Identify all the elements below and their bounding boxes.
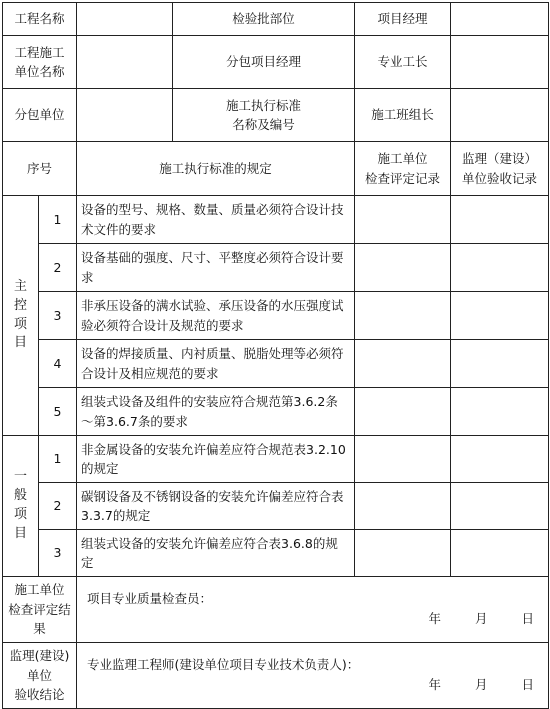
column-header-row xyxy=(3,142,549,196)
contractor-unit-label-line2: 单位名称 xyxy=(14,64,65,79)
contractor-unit-field[interactable] xyxy=(77,36,173,89)
general-item-number: 1 xyxy=(39,436,77,483)
standard-name-label xyxy=(173,89,355,142)
general-item-row xyxy=(3,483,549,530)
inspection-batch-label: 检验批部位 xyxy=(173,3,355,36)
general-item-contractor-record[interactable] xyxy=(355,436,451,483)
supervisor-check-header-line2: 单位验收记录 xyxy=(462,170,538,186)
general-item-supervisor-record[interactable] xyxy=(451,436,549,483)
foreman-field[interactable] xyxy=(451,36,549,89)
supervisor-result-field[interactable] xyxy=(77,643,549,709)
main-item-row xyxy=(3,196,549,244)
main-items-label-char: 主 xyxy=(13,278,27,294)
general-item-row xyxy=(3,436,549,483)
project-name-field[interactable] xyxy=(77,3,173,36)
main-item-contractor-record[interactable] xyxy=(355,292,451,340)
general-items-label-char: 一 xyxy=(13,469,27,485)
supervisor-check-header-line1: 监理（建设） xyxy=(462,151,538,167)
main-item-contractor-record[interactable] xyxy=(355,340,451,388)
contractor-result-field[interactable] xyxy=(77,577,549,643)
sub-unit-label: 分包单位 xyxy=(3,89,77,142)
contractor-check-header-line1: 施工单位 xyxy=(377,151,428,167)
general-items-label-char: 项 xyxy=(13,507,27,522)
supervisor-check-header xyxy=(451,142,549,196)
general-item-text: 组装式设备的安装允许偏差应符合表3.6.8的规定 xyxy=(77,530,355,577)
main-item-text: 设备基础的强度、尺寸、平整度必须符合设计要求 xyxy=(77,244,355,292)
main-item-text: 设备的焊接质量、内衬质量、脱脂处理等必须符合设计及相应规范的要求 xyxy=(77,340,355,388)
general-item-supervisor-record[interactable] xyxy=(451,530,549,577)
supervising-engineer-signature-label: 专业监理工程师(建设单位项目专业技术负责人)： xyxy=(87,657,360,672)
contractor-result-label-line1: 施工单位 xyxy=(14,582,65,598)
contractor-result-row xyxy=(3,577,549,643)
main-item-text: 组装式设备及组件的安装应符合规范第3.6.2条～第3.6.7条的要求 xyxy=(77,388,355,436)
contractor-unit-label xyxy=(3,36,77,89)
team-leader-label: 施工班组长 xyxy=(355,89,451,142)
contractor-result-label xyxy=(3,577,77,643)
main-item-supervisor-record[interactable] xyxy=(451,292,549,340)
main-item-contractor-record[interactable] xyxy=(355,388,451,436)
day-label: 日 xyxy=(521,676,535,692)
main-item-number: 5 xyxy=(39,388,77,436)
main-item-contractor-record[interactable] xyxy=(355,196,451,244)
main-item-supervisor-record[interactable] xyxy=(451,388,549,436)
main-item-number: 4 xyxy=(39,340,77,388)
main-item-row xyxy=(3,292,549,340)
main-items-label-char: 项 xyxy=(13,316,27,332)
supervisor-result-label-line2: 验收结论 xyxy=(14,687,65,703)
year-label: 年 xyxy=(428,610,441,626)
project-manager-label: 项目经理 xyxy=(355,3,451,36)
main-items-label-char: 目 xyxy=(13,335,27,351)
sub-project-manager-label: 分包项目经理 xyxy=(173,36,355,89)
team-leader-field[interactable] xyxy=(451,89,549,142)
general-item-text: 非金属设备的安装允许偏差应符合规范表3.2.10的规定 xyxy=(77,436,355,483)
general-item-contractor-record[interactable] xyxy=(355,530,451,577)
foreman-label: 专业工长 xyxy=(355,36,451,89)
standard-rules-header: 施工执行标准的规定 xyxy=(77,142,355,196)
main-item-row xyxy=(3,244,549,292)
general-item-number: 3 xyxy=(39,530,77,577)
month-label: 月 xyxy=(475,610,488,626)
header-row-3 xyxy=(3,89,549,142)
contractor-date xyxy=(428,609,534,628)
supervisor-date xyxy=(428,675,534,694)
standard-name-label-line2: 名称及编号 xyxy=(232,117,295,132)
project-manager-field[interactable] xyxy=(451,3,549,36)
contractor-result-label-line2: 检查评定结果 xyxy=(8,601,71,637)
general-item-number: 2 xyxy=(39,483,77,530)
general-items-label-char: 目 xyxy=(13,525,27,541)
main-item-text: 非承压设备的满水试验、承压设备的水压强度试验必须符合设计及规范的要求 xyxy=(77,292,355,340)
main-items-label-char: 控 xyxy=(13,297,27,313)
inspection-form-table xyxy=(2,2,549,709)
header-row-2 xyxy=(3,36,549,89)
sub-unit-field[interactable] xyxy=(77,89,173,142)
general-item-supervisor-record[interactable] xyxy=(451,483,549,530)
project-name-label: 工程名称 xyxy=(3,3,77,36)
main-item-row xyxy=(3,388,549,436)
general-item-text: 碳钢设备及不锈钢设备的安装允许偏差应符合表3.3.7的规定 xyxy=(77,483,355,530)
main-item-number: 1 xyxy=(39,196,77,244)
contractor-unit-label-line1: 工程施工 xyxy=(14,44,65,60)
main-item-number: 3 xyxy=(39,292,77,340)
day-label: 日 xyxy=(521,610,535,626)
general-item-row xyxy=(3,530,549,577)
quality-inspector-signature-label: 项目专业质量检查员： xyxy=(87,591,213,606)
main-item-supervisor-record[interactable] xyxy=(451,196,549,244)
seq-header: 序号 xyxy=(3,142,77,196)
main-item-contractor-record[interactable] xyxy=(355,244,451,292)
general-items-label-char: 般 xyxy=(13,488,27,504)
general-items-label xyxy=(3,436,39,577)
general-item-contractor-record[interactable] xyxy=(355,483,451,530)
supervisor-result-label xyxy=(3,643,77,709)
main-item-supervisor-record[interactable] xyxy=(451,244,549,292)
main-item-text: 设备的型号、规格、数量、质量必须符合设计技术文件的要求 xyxy=(77,196,355,244)
main-item-supervisor-record[interactable] xyxy=(451,340,549,388)
header-row-1 xyxy=(3,3,549,36)
main-item-number: 2 xyxy=(39,244,77,292)
year-label: 年 xyxy=(428,676,441,692)
month-label: 月 xyxy=(475,676,488,692)
main-item-row xyxy=(3,340,549,388)
main-items-label xyxy=(3,196,39,436)
contractor-check-header-line2: 检查评定记录 xyxy=(365,170,441,186)
supervisor-result-label-line1: 监理(建设)单位 xyxy=(9,648,70,683)
supervisor-result-row xyxy=(3,643,549,709)
contractor-check-header xyxy=(355,142,451,196)
standard-name-label-line1: 施工执行标准 xyxy=(226,97,302,113)
